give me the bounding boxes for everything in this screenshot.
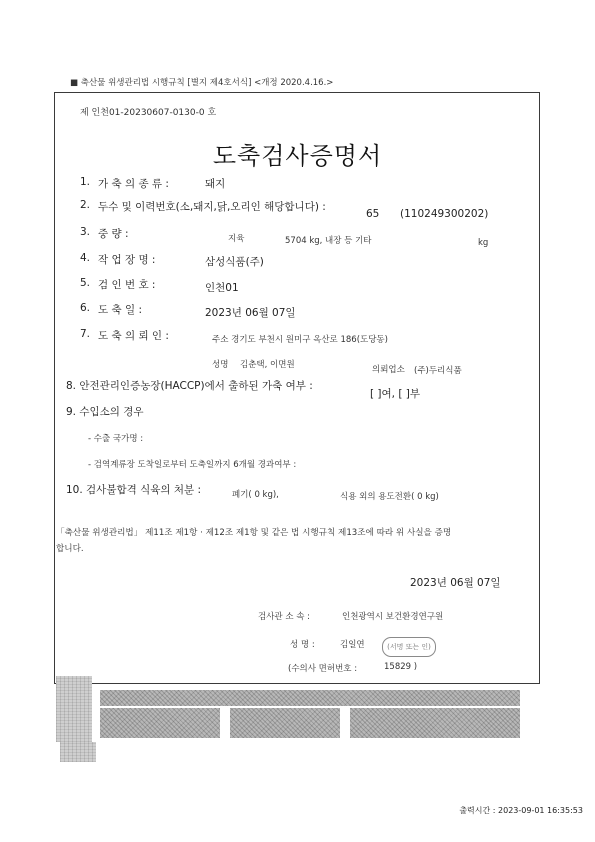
inspector-name-label: 성 명 : — [290, 640, 315, 650]
inspector-affiliation: 인천광역시 보건환경연구원 — [342, 612, 444, 622]
item-2-count: 65 — [366, 208, 380, 220]
item-6-value: 2023년 06월 07일 — [205, 307, 296, 319]
inspector-seal: (서명 또는 인) — [382, 637, 436, 657]
item-4-value: 삼성식품(주) — [205, 256, 264, 268]
document-title: 도축검사증명서 — [212, 142, 383, 170]
disposal-discard: 폐기( 0 kg), — [232, 490, 279, 500]
item-5-label: 검 인 번 호 : — [98, 279, 156, 291]
item-3-carcass-label: 지육 — [228, 234, 245, 244]
license-label: (수의사 면허번호 : — [288, 664, 358, 674]
redacted-block-bottom-3 — [350, 708, 520, 738]
item-7-number: 7. — [80, 328, 91, 340]
item-5-value: 인천01 — [205, 282, 239, 294]
requester-address: 주소 경기도 부천시 원미구 옥산로 186(도당동) — [212, 335, 388, 345]
output-timestamp: 출력시간 : 2023-09-01 16:35:53 — [459, 806, 583, 815]
redacted-block-left — [56, 676, 92, 742]
item-4-number: 4. — [80, 252, 91, 264]
item-1-value: 돼지 — [205, 178, 226, 190]
item-6-label: 도 축 일 : — [98, 304, 142, 316]
inspector-affiliation-label: 검사관 소 속 : — [258, 612, 311, 622]
item-5-number: 5. — [80, 277, 91, 289]
requester-name-label: 성명 — [212, 360, 229, 370]
haccp-value: [ ]여, [ ]부 — [370, 388, 421, 400]
statement-line-1: 「축산물 위생관리법」 제11조 제1항 · 제12조 제1항 및 같은 법 시행규칙 제13조에 따라 위 사실을 증명 — [56, 528, 452, 538]
import-quarantine: - 검역계류장 도착일로부터 도축일까지 6개월 경과여부 : — [88, 460, 297, 470]
item-2-trace-number: (110249300202) — [400, 208, 489, 220]
inspector-name: 김일연 — [340, 640, 365, 650]
import-country: - 수출 국가명 : — [88, 434, 144, 444]
redacted-block-corner — [60, 742, 96, 762]
disposal-label: 10. 검사불합격 식육의 처분 : — [66, 484, 202, 496]
item-3-label: 중 량 : — [98, 228, 129, 240]
license-number: 15829 ) — [384, 662, 418, 672]
redacted-block-bottom-2 — [230, 708, 340, 738]
certificate-number: 제 인천01-20230607-0130-0 호 — [80, 108, 217, 118]
redacted-block-bottom-1 — [100, 708, 220, 738]
item-1-label: 가 축 의 종 류 : — [98, 178, 169, 190]
issue-date: 2023년 06월 07일 — [410, 577, 501, 589]
item-3-unit: kg — [478, 238, 489, 248]
item-6-number: 6. — [80, 302, 91, 314]
statement-line-2: 합니다. — [56, 544, 84, 554]
requester-agency-label: 의뢰업소 — [372, 365, 405, 375]
item-2-label: 두수 및 이력번호(소,돼지,닭,오리인 해당합니다) : — [98, 201, 326, 213]
haccp-label: 8. 안전관리인증농장(HACCP)에서 출하된 가축 여부 : — [66, 380, 313, 392]
law-reference: ■ 축산물 위생관리법 시행규칙 [별지 제4호서식] <개정 2020.4.16.> — [70, 78, 334, 88]
item-2-number: 2. — [80, 199, 91, 211]
requester-name: 김춘택, 이면원 — [240, 360, 295, 370]
item-3-number: 3. — [80, 226, 91, 238]
item-1-number: 1. — [80, 176, 91, 188]
redacted-block-top — [100, 690, 520, 706]
item-7-label: 도 축 의 뢰 인 : — [98, 330, 169, 342]
item-3-weight: 5704 kg, 내장 등 기타 — [285, 236, 372, 246]
disposal-other-use: 식용 외의 용도전환( 0 kg) — [340, 492, 439, 502]
item-4-label: 작 업 장 명 : — [98, 254, 156, 266]
import-label: 9. 수입소의 경우 — [66, 406, 144, 418]
requester-agency: (주)두리식품 — [414, 366, 462, 376]
